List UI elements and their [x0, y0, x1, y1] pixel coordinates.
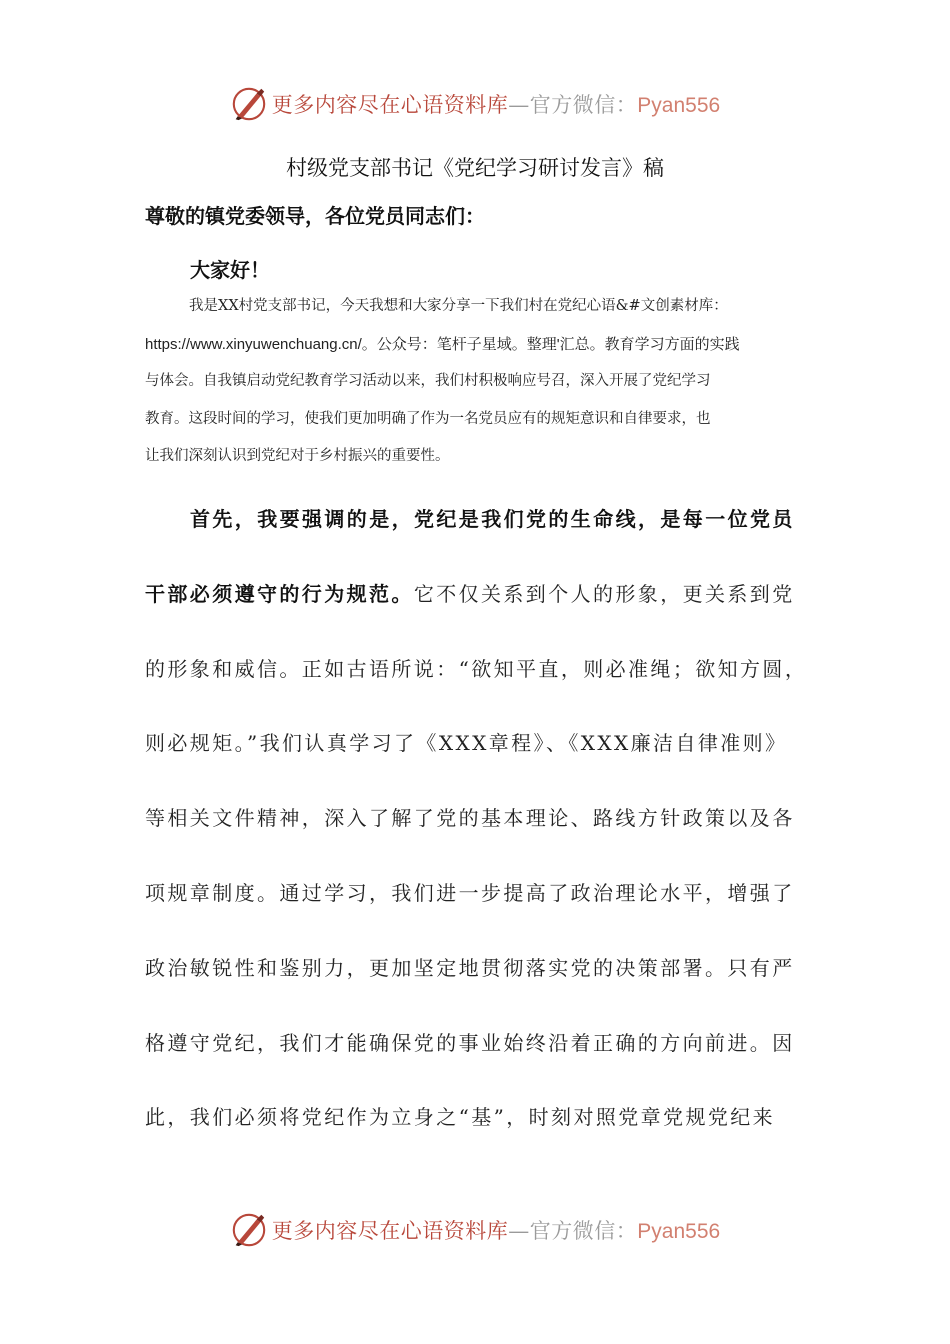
salutation: 尊敬的镇党委领导，各位党员同志们： — [145, 204, 485, 228]
body-emphasis: 干部必须遵守的行为规范。 — [145, 581, 414, 606]
body-line: 项规章制度。通过学习，我们进一步提高了政治理论水平，增强了 — [145, 880, 795, 905]
body-line: 格遵守党纪，我们才能确保党的事业始终沿着正确的方向前进。因 — [145, 1030, 795, 1055]
watermark-dash: — — [508, 1219, 530, 1243]
watermark-main: 更多内容尽在心语资料库 — [271, 1219, 509, 1243]
watermark-wechat-label: 官方微信： — [529, 1219, 638, 1243]
greeting: 大家好！ — [190, 258, 270, 282]
intro-line: 让我们深刻认识到党纪对于乡村振兴的重要性。 — [145, 448, 450, 465]
watermark-wechat-id: Pyan556 — [637, 1220, 721, 1243]
body-line-rest: 它不仅关系到个人的形象，更关系到党 — [413, 581, 795, 606]
pen-logo-icon — [230, 1211, 268, 1249]
intro-paragraph — [145, 288, 810, 476]
document-title: 村级党支部书记《党纪学习研讨发言》稿 — [286, 156, 664, 180]
body-line: 则必规矩。”我们认真学习了《XXX章程》、《XXX廉洁自律准则》 — [145, 731, 788, 756]
body-line: 的形象和威信。正如古语所说：“欲知平直，则必准绳；欲知方圆， — [145, 656, 808, 681]
body-paragraph — [145, 482, 810, 1155]
watermark-text — [272, 89, 720, 119]
watermark-text — [272, 1215, 720, 1245]
body-line-bold: 首先，我要强调的是，党纪是我们党的生命线，是每一位党员 — [190, 507, 795, 531]
watermark-wechat-id: Pyan556 — [637, 94, 721, 117]
body-line: 政治敏锐性和鉴别力，更加坚定地贯彻落实党的决策部署。只有严 — [145, 955, 795, 980]
body-line: 等相关文件精神，深入了解了党的基本理论、路线方针政策以及各 — [145, 806, 795, 831]
body-line: 此，我们必须将党纪作为立身之“基”，时刻对照党章党规党纪来 — [145, 1105, 776, 1130]
intro-line: 教育。这段时间的学习，使我们更加明确了作为一名党员应有的规矩意识和自律要求，也 — [145, 410, 711, 427]
intro-line: 我是XX村党支部书记，今天我想和大家分享一下我们村在党纪心语&#文创素材库： — [189, 298, 728, 314]
intro-line: https://www.xinyuwenchuang.cn/。公众号：笔杆子星域。整理'汇总。教育学习方面的实践 — [145, 335, 740, 353]
watermark-dash: — — [508, 93, 530, 117]
pen-logo-icon — [230, 85, 268, 123]
header-watermark — [0, 82, 950, 126]
footer-watermark — [0, 1208, 950, 1252]
intro-line: 与体会。自我镇启动党纪教育学习活动以来，我们村积极响应号召，深入开展了党纪学习 — [145, 373, 711, 390]
watermark-main: 更多内容尽在心语资料库 — [271, 93, 509, 117]
watermark-wechat-label: 官方微信： — [529, 93, 638, 117]
body-line — [145, 557, 810, 632]
